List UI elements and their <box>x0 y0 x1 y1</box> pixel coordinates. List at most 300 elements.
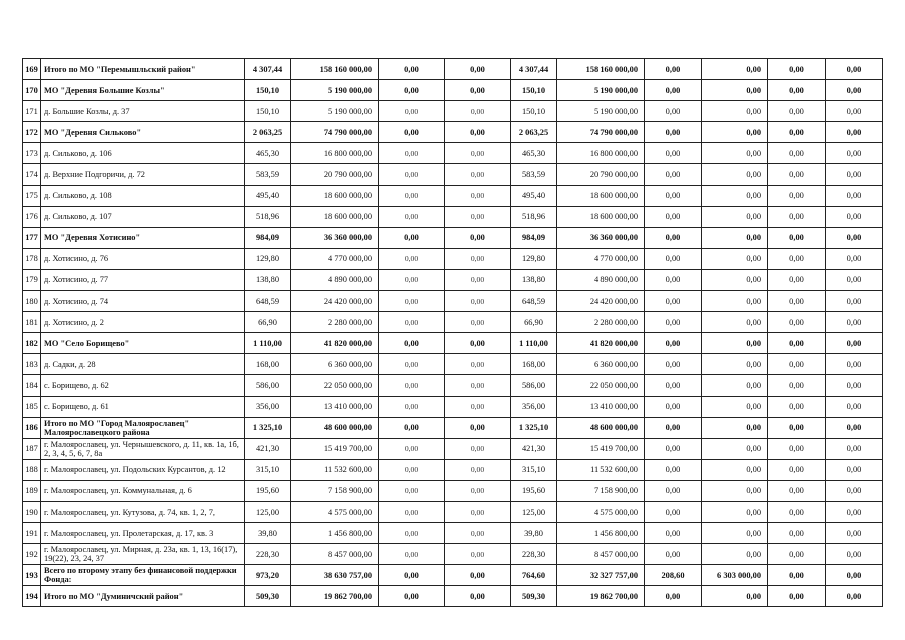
cell-region-area: 356,00 <box>511 396 557 417</box>
cell-local-area: 0,00 <box>645 143 702 164</box>
cell-extra-cost: 0,00 <box>826 354 883 375</box>
cell-fund-area: 0,00 <box>379 164 445 185</box>
cell-extra-area: 0,00 <box>768 312 826 333</box>
cell-fund-area: 0,00 <box>379 565 445 586</box>
cell-region-area: 4 307,44 <box>511 59 557 80</box>
cell-fund-cost: 0,00 <box>445 459 511 480</box>
row-number: 174 <box>23 164 41 185</box>
row-number: 177 <box>23 227 41 248</box>
cell-cost: 18 600 000,00 <box>291 185 379 206</box>
row-name: г. Малоярославец, ул. Кутузова, д. 74, кв. 1, 2, 7, <box>41 501 245 522</box>
cell-area: 39,80 <box>245 523 291 544</box>
cell-region-area: 583,59 <box>511 164 557 185</box>
cell-local-area: 208,60 <box>645 565 702 586</box>
cell-extra-area: 0,00 <box>768 354 826 375</box>
cell-fund-cost: 0,00 <box>445 269 511 290</box>
table-row <box>23 185 883 206</box>
cell-cost: 22 050 000,00 <box>291 375 379 396</box>
cell-fund-cost: 0,00 <box>445 565 511 586</box>
cell-extra-cost: 0,00 <box>826 480 883 501</box>
cell-fund-cost: 0,00 <box>445 544 511 565</box>
cell-extra-cost: 0,00 <box>826 565 883 586</box>
cell-fund-cost: 0,00 <box>445 438 511 459</box>
row-name: с. Борищево, д. 62 <box>41 375 245 396</box>
cell-fund-cost: 0,00 <box>445 333 511 354</box>
row-name: МО "Деревня Большие Козлы" <box>41 80 245 101</box>
table-row <box>23 101 883 122</box>
cell-local-area: 0,00 <box>645 59 702 80</box>
cell-area: 129,80 <box>245 248 291 269</box>
cell-extra-cost: 0,00 <box>826 227 883 248</box>
cell-cost: 20 790 000,00 <box>291 164 379 185</box>
cell-local-cost: 0,00 <box>702 164 768 185</box>
cell-local-cost: 0,00 <box>702 143 768 164</box>
table-row <box>23 164 883 185</box>
cell-fund-area: 0,00 <box>379 122 445 143</box>
cell-cost: 7 158 900,00 <box>291 480 379 501</box>
cell-cost: 4 575 000,00 <box>291 501 379 522</box>
cell-region-area: 66,90 <box>511 312 557 333</box>
cell-cost: 38 630 757,00 <box>291 565 379 586</box>
row-number: 178 <box>23 248 41 269</box>
cell-area: 648,59 <box>245 291 291 312</box>
cell-region-cost: 48 600 000,00 <box>557 417 645 438</box>
cell-region-area: 421,30 <box>511 438 557 459</box>
cell-local-area: 0,00 <box>645 501 702 522</box>
row-name: МО "Деревня Хотисино" <box>41 227 245 248</box>
table-row <box>23 80 883 101</box>
table-row <box>23 122 883 143</box>
cell-fund-cost: 0,00 <box>445 59 511 80</box>
cell-cost: 8 457 000,00 <box>291 544 379 565</box>
table-row <box>23 206 883 227</box>
cell-extra-area: 0,00 <box>768 80 826 101</box>
cell-local-cost: 0,00 <box>702 122 768 143</box>
cell-region-area: 495,40 <box>511 185 557 206</box>
row-name: д. Садки, д. 28 <box>41 354 245 375</box>
cell-local-area: 0,00 <box>645 480 702 501</box>
row-number: 181 <box>23 312 41 333</box>
cell-local-area: 0,00 <box>645 122 702 143</box>
cell-extra-area: 0,00 <box>768 417 826 438</box>
cell-fund-area: 0,00 <box>379 459 445 480</box>
cell-region-cost: 4 575 000,00 <box>557 501 645 522</box>
cell-fund-area: 0,00 <box>379 312 445 333</box>
table-row <box>23 312 883 333</box>
cell-fund-area: 0,00 <box>379 375 445 396</box>
row-number: 170 <box>23 80 41 101</box>
cell-local-cost: 0,00 <box>702 586 768 607</box>
cell-region-cost: 2 280 000,00 <box>557 312 645 333</box>
cell-local-area: 0,00 <box>645 586 702 607</box>
cell-extra-area: 0,00 <box>768 59 826 80</box>
row-name: с. Борищево, д. 61 <box>41 396 245 417</box>
cell-cost: 16 800 000,00 <box>291 143 379 164</box>
row-name: д. Верхние Подгоричи, д. 72 <box>41 164 245 185</box>
cell-fund-cost: 0,00 <box>445 80 511 101</box>
cell-extra-cost: 0,00 <box>826 523 883 544</box>
cell-fund-area: 0,00 <box>379 396 445 417</box>
cell-fund-cost: 0,00 <box>445 501 511 522</box>
cell-area: 518,96 <box>245 206 291 227</box>
cell-local-cost: 0,00 <box>702 333 768 354</box>
row-number: 194 <box>23 586 41 607</box>
cell-region-cost: 4 770 000,00 <box>557 248 645 269</box>
cell-extra-cost: 0,00 <box>826 80 883 101</box>
cell-region-cost: 16 800 000,00 <box>557 143 645 164</box>
cell-region-area: 518,96 <box>511 206 557 227</box>
cell-extra-cost: 0,00 <box>826 396 883 417</box>
cell-cost: 18 600 000,00 <box>291 206 379 227</box>
cell-fund-cost: 0,00 <box>445 248 511 269</box>
cell-local-area: 0,00 <box>645 248 702 269</box>
cell-region-cost: 5 190 000,00 <box>557 80 645 101</box>
cell-local-cost: 0,00 <box>702 544 768 565</box>
cell-region-cost: 19 862 700,00 <box>557 586 645 607</box>
row-number: 183 <box>23 354 41 375</box>
cell-extra-area: 0,00 <box>768 122 826 143</box>
cell-fund-area: 0,00 <box>379 269 445 290</box>
row-number: 190 <box>23 501 41 522</box>
cell-region-area: 465,30 <box>511 143 557 164</box>
cell-cost: 74 790 000,00 <box>291 122 379 143</box>
row-number: 193 <box>23 565 41 586</box>
cell-fund-cost: 0,00 <box>445 312 511 333</box>
cell-local-cost: 0,00 <box>702 480 768 501</box>
cell-local-area: 0,00 <box>645 523 702 544</box>
cell-extra-cost: 0,00 <box>826 143 883 164</box>
row-number: 186 <box>23 417 41 438</box>
cell-local-area: 0,00 <box>645 206 702 227</box>
cell-fund-area: 0,00 <box>379 291 445 312</box>
cell-fund-area: 0,00 <box>379 206 445 227</box>
cell-cost: 11 532 600,00 <box>291 459 379 480</box>
table-row <box>23 291 883 312</box>
cell-extra-area: 0,00 <box>768 333 826 354</box>
cell-extra-cost: 0,00 <box>826 248 883 269</box>
cell-local-area: 0,00 <box>645 291 702 312</box>
cell-region-cost: 158 160 000,00 <box>557 59 645 80</box>
row-name: д. Сильково, д. 108 <box>41 185 245 206</box>
cell-region-cost: 8 457 000,00 <box>557 544 645 565</box>
cell-fund-cost: 0,00 <box>445 101 511 122</box>
cell-local-cost: 0,00 <box>702 523 768 544</box>
cell-region-area: 2 063,25 <box>511 122 557 143</box>
table-row <box>23 459 883 480</box>
cell-cost: 5 190 000,00 <box>291 101 379 122</box>
cell-area: 66,90 <box>245 312 291 333</box>
cell-extra-area: 0,00 <box>768 523 826 544</box>
cell-region-cost: 18 600 000,00 <box>557 185 645 206</box>
row-name: д. Хотисино, д. 77 <box>41 269 245 290</box>
cell-local-area: 0,00 <box>645 396 702 417</box>
cell-extra-area: 0,00 <box>768 143 826 164</box>
row-name: г. Малоярославец, ул. Чернышевского, д. 11, кв. 1а, 1б, 2, 3, 4, 5, 6, 7, 8а <box>41 438 245 459</box>
cell-fund-area: 0,00 <box>379 417 445 438</box>
cell-region-cost: 7 158 900,00 <box>557 480 645 501</box>
cell-local-cost: 6 303 000,00 <box>702 565 768 586</box>
row-number: 191 <box>23 523 41 544</box>
cell-fund-area: 0,00 <box>379 227 445 248</box>
cell-area: 583,59 <box>245 164 291 185</box>
table-row <box>23 586 883 607</box>
table-row <box>23 438 883 459</box>
cell-area: 150,10 <box>245 80 291 101</box>
cell-extra-area: 0,00 <box>768 396 826 417</box>
cell-local-cost: 0,00 <box>702 375 768 396</box>
cell-area: 586,00 <box>245 375 291 396</box>
row-name: МО "Село Борищево" <box>41 333 245 354</box>
cell-fund-area: 0,00 <box>379 333 445 354</box>
row-name: д. Хотисино, д. 74 <box>41 291 245 312</box>
cell-local-area: 0,00 <box>645 312 702 333</box>
cell-local-cost: 0,00 <box>702 206 768 227</box>
cell-region-cost: 11 532 600,00 <box>557 459 645 480</box>
cell-region-area: 195,60 <box>511 480 557 501</box>
row-number: 182 <box>23 333 41 354</box>
table-row <box>23 480 883 501</box>
cell-local-cost: 0,00 <box>702 501 768 522</box>
row-number: 184 <box>23 375 41 396</box>
table-row <box>23 59 883 80</box>
cell-extra-cost: 0,00 <box>826 59 883 80</box>
cell-fund-cost: 0,00 <box>445 227 511 248</box>
cell-local-area: 0,00 <box>645 80 702 101</box>
row-name: д. Сильково, д. 106 <box>41 143 245 164</box>
cell-fund-area: 0,00 <box>379 185 445 206</box>
cell-area: 228,30 <box>245 544 291 565</box>
cell-fund-area: 0,00 <box>379 523 445 544</box>
cell-extra-cost: 0,00 <box>826 333 883 354</box>
cell-extra-cost: 0,00 <box>826 375 883 396</box>
cell-region-cost: 20 790 000,00 <box>557 164 645 185</box>
cell-region-area: 125,00 <box>511 501 557 522</box>
cell-area: 168,00 <box>245 354 291 375</box>
cell-local-area: 0,00 <box>645 459 702 480</box>
cell-area: 356,00 <box>245 396 291 417</box>
cell-cost: 48 600 000,00 <box>291 417 379 438</box>
cell-fund-cost: 0,00 <box>445 523 511 544</box>
cell-region-area: 1 110,00 <box>511 333 557 354</box>
housing-program-table <box>22 58 883 607</box>
cell-extra-area: 0,00 <box>768 164 826 185</box>
cell-cost: 158 160 000,00 <box>291 59 379 80</box>
cell-extra-cost: 0,00 <box>826 438 883 459</box>
cell-local-cost: 0,00 <box>702 185 768 206</box>
cell-cost: 24 420 000,00 <box>291 291 379 312</box>
cell-extra-cost: 0,00 <box>826 312 883 333</box>
cell-fund-area: 0,00 <box>379 480 445 501</box>
cell-extra-area: 0,00 <box>768 375 826 396</box>
cell-extra-area: 0,00 <box>768 565 826 586</box>
row-number: 175 <box>23 185 41 206</box>
table-row <box>23 269 883 290</box>
cell-region-cost: 36 360 000,00 <box>557 227 645 248</box>
cell-extra-area: 0,00 <box>768 185 826 206</box>
cell-extra-area: 0,00 <box>768 248 826 269</box>
row-number: 172 <box>23 122 41 143</box>
row-name: д. Большие Козлы, д. 37 <box>41 101 245 122</box>
row-number: 173 <box>23 143 41 164</box>
cell-extra-area: 0,00 <box>768 586 826 607</box>
row-name: г. Малоярославец, ул. Мирная, д. 23а, кв. 1, 13, 16(17), 19(22), 23, 24, 37 <box>41 544 245 565</box>
row-name: МО "Деревня Сильково" <box>41 122 245 143</box>
table-body <box>23 59 883 607</box>
cell-fund-area: 0,00 <box>379 354 445 375</box>
table-row <box>23 565 883 586</box>
cell-region-area: 1 325,10 <box>511 417 557 438</box>
cell-region-cost: 18 600 000,00 <box>557 206 645 227</box>
cell-extra-cost: 0,00 <box>826 269 883 290</box>
row-name: Итого по МО "Перемышльский район" <box>41 59 245 80</box>
cell-cost: 13 410 000,00 <box>291 396 379 417</box>
cell-extra-area: 0,00 <box>768 227 826 248</box>
cell-extra-area: 0,00 <box>768 206 826 227</box>
cell-fund-cost: 0,00 <box>445 480 511 501</box>
cell-area: 150,10 <box>245 101 291 122</box>
cell-fund-cost: 0,00 <box>445 143 511 164</box>
cell-fund-cost: 0,00 <box>445 122 511 143</box>
cell-area: 1 325,10 <box>245 417 291 438</box>
cell-region-area: 150,10 <box>511 80 557 101</box>
cell-cost: 6 360 000,00 <box>291 354 379 375</box>
cell-area: 315,10 <box>245 459 291 480</box>
row-name: Всего по второму этапу без финансовой поддержки Фонда: <box>41 565 245 586</box>
cell-extra-area: 0,00 <box>768 501 826 522</box>
cell-region-area: 764,60 <box>511 565 557 586</box>
table-row <box>23 333 883 354</box>
cell-local-area: 0,00 <box>645 164 702 185</box>
cell-fund-area: 0,00 <box>379 544 445 565</box>
cell-area: 421,30 <box>245 438 291 459</box>
row-name: г. Малоярославец, ул. Подольских Курсантов, д. 12 <box>41 459 245 480</box>
cell-fund-cost: 0,00 <box>445 396 511 417</box>
cell-area: 2 063,25 <box>245 122 291 143</box>
cell-region-area: 509,30 <box>511 586 557 607</box>
cell-region-area: 138,80 <box>511 269 557 290</box>
row-name: Итого по МО "Думиничский район" <box>41 586 245 607</box>
cell-region-cost: 32 327 757,00 <box>557 565 645 586</box>
cell-region-area: 984,09 <box>511 227 557 248</box>
cell-local-cost: 0,00 <box>702 227 768 248</box>
cell-fund-area: 0,00 <box>379 438 445 459</box>
cell-extra-area: 0,00 <box>768 544 826 565</box>
cell-region-cost: 13 410 000,00 <box>557 396 645 417</box>
cell-region-cost: 24 420 000,00 <box>557 291 645 312</box>
cell-region-area: 129,80 <box>511 248 557 269</box>
cell-local-cost: 0,00 <box>702 438 768 459</box>
cell-cost: 41 820 000,00 <box>291 333 379 354</box>
cell-extra-cost: 0,00 <box>826 544 883 565</box>
cell-extra-cost: 0,00 <box>826 185 883 206</box>
table-row <box>23 227 883 248</box>
cell-region-area: 228,30 <box>511 544 557 565</box>
cell-region-cost: 41 820 000,00 <box>557 333 645 354</box>
cell-region-cost: 15 419 700,00 <box>557 438 645 459</box>
cell-fund-cost: 0,00 <box>445 164 511 185</box>
cell-region-area: 648,59 <box>511 291 557 312</box>
row-number: 187 <box>23 438 41 459</box>
cell-region-area: 39,80 <box>511 523 557 544</box>
cell-local-area: 0,00 <box>645 417 702 438</box>
cell-local-cost: 0,00 <box>702 396 768 417</box>
table-row <box>23 143 883 164</box>
cell-region-cost: 74 790 000,00 <box>557 122 645 143</box>
cell-local-area: 0,00 <box>645 333 702 354</box>
cell-local-cost: 0,00 <box>702 80 768 101</box>
row-number: 176 <box>23 206 41 227</box>
cell-extra-area: 0,00 <box>768 291 826 312</box>
cell-extra-area: 0,00 <box>768 438 826 459</box>
cell-local-cost: 0,00 <box>702 459 768 480</box>
row-name: д. Хотисино, д. 76 <box>41 248 245 269</box>
cell-area: 509,30 <box>245 586 291 607</box>
table-row <box>23 417 883 438</box>
cell-fund-cost: 0,00 <box>445 291 511 312</box>
cell-local-cost: 0,00 <box>702 269 768 290</box>
row-number: 185 <box>23 396 41 417</box>
cell-fund-cost: 0,00 <box>445 206 511 227</box>
cell-area: 138,80 <box>245 269 291 290</box>
row-name: Итого по МО "Город Малоярославец" Малоярославецкого района <box>41 417 245 438</box>
cell-region-area: 168,00 <box>511 354 557 375</box>
cell-local-cost: 0,00 <box>702 417 768 438</box>
cell-local-cost: 0,00 <box>702 248 768 269</box>
cell-local-cost: 0,00 <box>702 101 768 122</box>
cell-region-area: 150,10 <box>511 101 557 122</box>
cell-local-cost: 0,00 <box>702 354 768 375</box>
cell-fund-area: 0,00 <box>379 80 445 101</box>
cell-local-area: 0,00 <box>645 269 702 290</box>
cell-fund-area: 0,00 <box>379 101 445 122</box>
cell-extra-area: 0,00 <box>768 480 826 501</box>
row-number: 192 <box>23 544 41 565</box>
cell-cost: 1 456 800,00 <box>291 523 379 544</box>
cell-region-area: 315,10 <box>511 459 557 480</box>
table-row <box>23 523 883 544</box>
row-number: 180 <box>23 291 41 312</box>
cell-local-area: 0,00 <box>645 101 702 122</box>
document-page <box>22 58 883 607</box>
cell-cost: 36 360 000,00 <box>291 227 379 248</box>
cell-area: 973,20 <box>245 565 291 586</box>
cell-area: 4 307,44 <box>245 59 291 80</box>
table-row <box>23 375 883 396</box>
cell-cost: 5 190 000,00 <box>291 80 379 101</box>
cell-local-cost: 0,00 <box>702 59 768 80</box>
cell-cost: 2 280 000,00 <box>291 312 379 333</box>
table-row <box>23 396 883 417</box>
cell-fund-cost: 0,00 <box>445 185 511 206</box>
table-row <box>23 354 883 375</box>
cell-cost: 15 419 700,00 <box>291 438 379 459</box>
cell-area: 465,30 <box>245 143 291 164</box>
cell-area: 984,09 <box>245 227 291 248</box>
cell-cost: 19 862 700,00 <box>291 586 379 607</box>
cell-area: 495,40 <box>245 185 291 206</box>
cell-local-area: 0,00 <box>645 354 702 375</box>
cell-extra-cost: 0,00 <box>826 164 883 185</box>
cell-local-area: 0,00 <box>645 544 702 565</box>
cell-region-cost: 5 190 000,00 <box>557 101 645 122</box>
cell-area: 195,60 <box>245 480 291 501</box>
row-number: 188 <box>23 459 41 480</box>
row-number: 179 <box>23 269 41 290</box>
cell-extra-cost: 0,00 <box>826 101 883 122</box>
cell-fund-cost: 0,00 <box>445 354 511 375</box>
cell-extra-cost: 0,00 <box>826 206 883 227</box>
cell-fund-area: 0,00 <box>379 248 445 269</box>
